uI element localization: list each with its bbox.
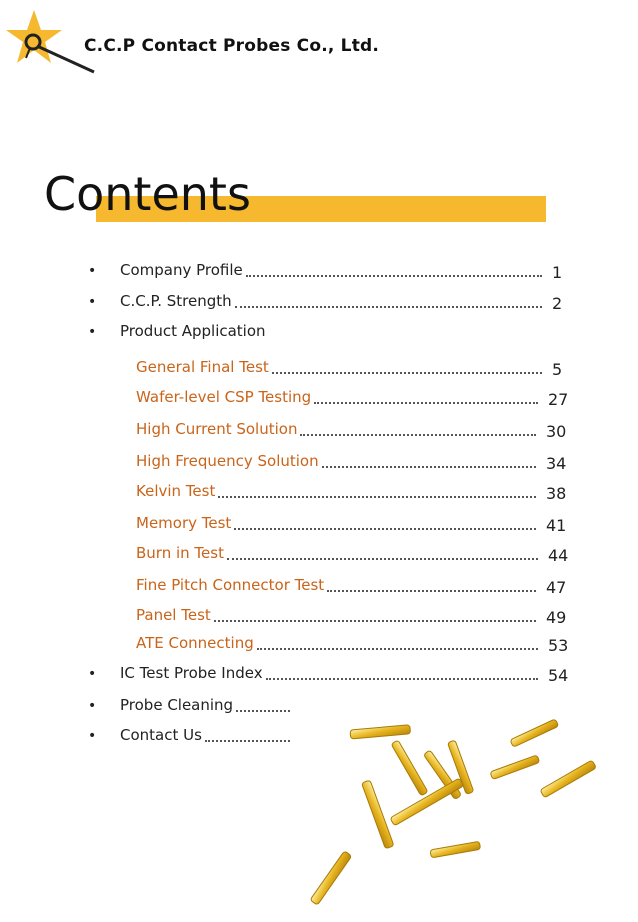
bullet-icon: • [88, 324, 97, 340]
bullet-icon: • [88, 728, 97, 744]
toc-item-page: 54 [548, 666, 569, 685]
toc-item[interactable] [0, 320, 638, 346]
toc-item-label: Memory Test [136, 514, 232, 532]
bullet-icon: • [88, 294, 97, 310]
toc-item-label: C.C.P. Strength [120, 292, 232, 310]
toc-item-label: Fine Pitch Connector Test [136, 576, 325, 594]
dot-leader [300, 424, 536, 436]
toc-item-page: 27 [548, 390, 569, 409]
probe-pins-photo [290, 700, 638, 922]
toc-item-label: High Frequency Solution [136, 452, 319, 470]
toc-item-label: ATE Connecting [136, 634, 254, 652]
toc-item-label: Panel Test [136, 606, 211, 624]
dot-leader [322, 456, 536, 468]
toc-item-label: High Current Solution [136, 420, 298, 438]
toc-item-label: Probe Cleaning [120, 696, 234, 714]
toc-item[interactable] [0, 632, 638, 658]
toc-item-label: Contact Us [120, 726, 202, 744]
toc-item-page: 47 [546, 578, 567, 597]
dot-leader [266, 668, 538, 680]
toc-item-page: 30 [546, 422, 567, 441]
dot-leader [214, 610, 536, 622]
bullet-icon: • [88, 698, 97, 714]
toc-item[interactable] [0, 418, 638, 444]
toc-item[interactable] [0, 259, 638, 285]
bullet-icon: • [88, 263, 97, 279]
toc-item-label: Burn in Test [136, 544, 224, 562]
dot-leader [327, 580, 536, 592]
dot-leader [234, 518, 536, 530]
toc-item[interactable] [0, 512, 638, 538]
toc-item[interactable] [0, 662, 638, 688]
toc-item[interactable] [0, 542, 638, 568]
toc-item[interactable] [0, 386, 638, 412]
toc-item-page: 34 [546, 454, 567, 473]
toc-item-label: General Final Test [136, 358, 269, 376]
toc-item-label: Product Application [120, 322, 266, 340]
toc-item[interactable] [0, 480, 638, 506]
toc-item-label: IC Test Probe Index [120, 664, 263, 682]
toc-item-page: 44 [548, 546, 569, 565]
toc-item-page: 5 [552, 360, 563, 379]
dot-leader [246, 265, 542, 277]
toc-item-label: Wafer-level CSP Testing [136, 388, 312, 406]
company-name: C.C.P Contact Probes Co., Ltd. [84, 36, 380, 56]
toc-item[interactable] [0, 290, 638, 316]
dot-leader [235, 296, 542, 308]
dot-leader [272, 362, 542, 374]
toc-item[interactable] [0, 604, 638, 630]
toc-item-label: Kelvin Test [136, 482, 216, 500]
dot-leader [314, 392, 538, 404]
dot-leader [218, 486, 536, 498]
toc-item[interactable] [0, 450, 638, 476]
dot-leader [227, 548, 538, 560]
toc-item-page: 41 [546, 516, 567, 535]
toc-item-label: Company Profile [120, 261, 243, 279]
toc-item-page: 1 [552, 263, 563, 282]
toc-item[interactable] [0, 356, 638, 382]
toc-item-page: 38 [546, 484, 567, 503]
toc-item-page: 49 [546, 608, 567, 627]
toc-item-page: 53 [548, 636, 569, 655]
page-title: Contents [44, 167, 251, 221]
toc-item[interactable] [0, 574, 638, 600]
dot-leader [257, 638, 538, 650]
bullet-icon: • [88, 666, 97, 682]
toc-item-page: 2 [552, 294, 563, 313]
